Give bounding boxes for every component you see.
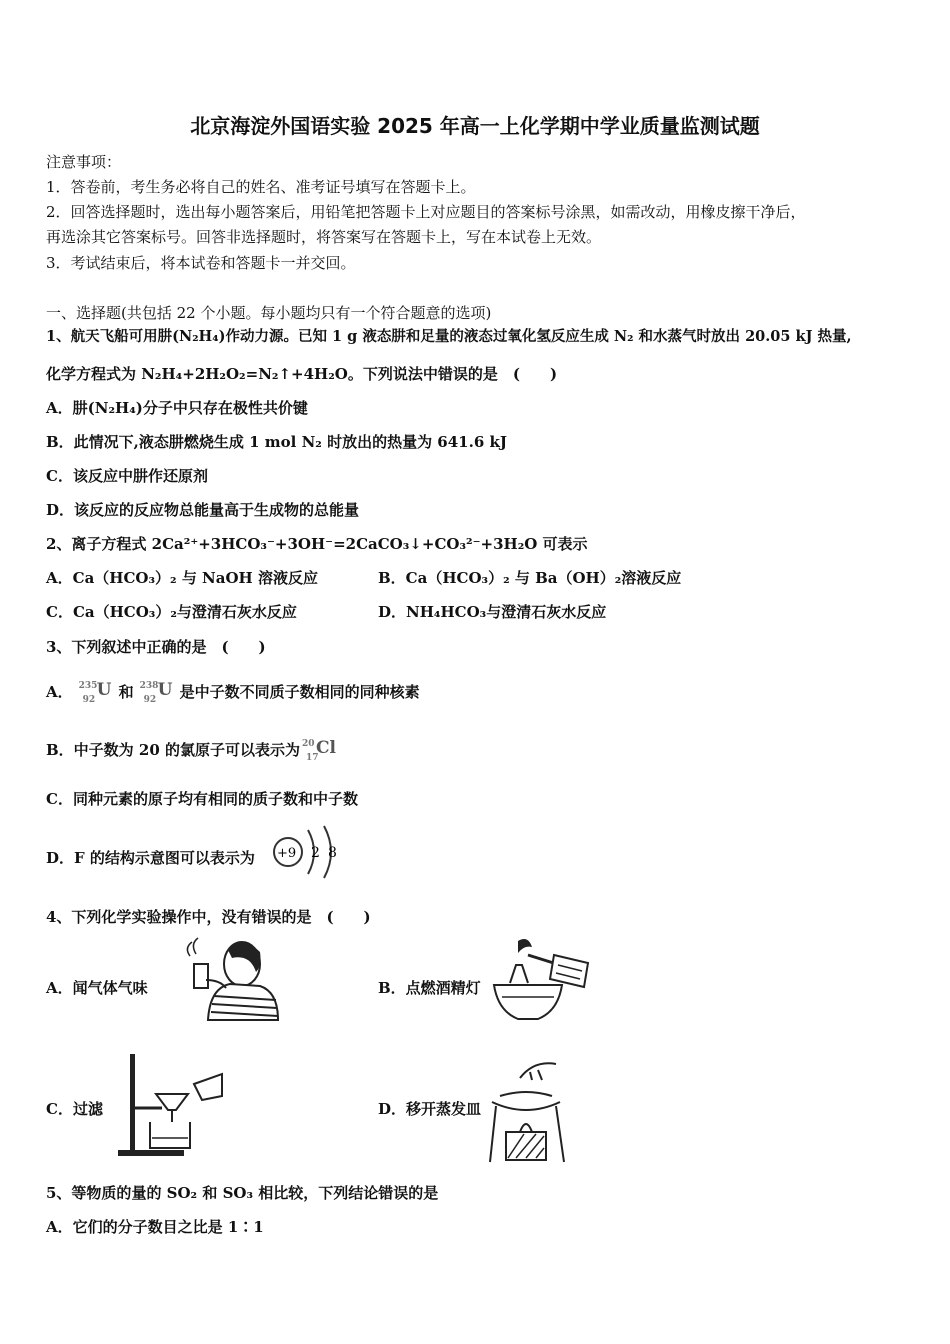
q3-stem: 3、下列叙述中正确的是 ( ) <box>46 638 266 656</box>
page-title: 北京海淀外国语实验 2025 年高一上化学期中学业质量监测试题 <box>190 114 760 138</box>
q3-option-b <box>46 740 342 762</box>
q3-a-prefix: A． <box>46 683 73 701</box>
shell-1-electrons: 2 <box>311 845 320 861</box>
q5-option-a: A．它们的分子数目之比是 1∶1 <box>46 1218 264 1236</box>
q1-option-d: D．该反应的反应物总能量高于生成物的总能量 <box>46 501 360 519</box>
q4-option-a: A．闻气体气味 <box>46 979 148 997</box>
isotope-cl37 <box>302 740 336 762</box>
atomic-number: 92 <box>82 695 96 705</box>
atomic-number: 92 <box>143 695 157 705</box>
q3-b-prefix: B．中子数为 20 的氯原子可以表示为 <box>46 741 300 759</box>
atomic-number: 17 <box>306 753 319 763</box>
q3-option-a <box>46 682 420 704</box>
q1-stem-line1: 1、航天飞船可用肼(N₂H₄)作动力源。已知 1 g 液态肼和足量的液态过氧化氢反应生成 N₂ 和水蒸气时放出 20.05 kJ 热量, <box>46 328 852 345</box>
q3-option-d: D．F 的结构示意图可以表示为 <box>46 849 255 867</box>
q4-option-c: C．过滤 <box>46 1100 103 1118</box>
q4-stem: 4、下列化学实验操作中，没有错误的是 ( ) <box>46 908 371 926</box>
q1-option-b: B．此情况下,液态肼燃烧生成 1 mol N₂ 时放出的热量为 641.6 kJ <box>46 433 507 451</box>
lighting-alcohol-lamp-illustration <box>488 935 600 1025</box>
mass-number: 20 <box>302 739 315 749</box>
notice-item: 3．考试结束后，将本试卷和答题卡一并交回。 <box>46 254 356 272</box>
smelling-gas-illustration <box>180 936 280 1022</box>
q2-option-c: C．Ca（HCO₃）₂与澄清石灰水反应 <box>46 603 297 621</box>
notice-item: 再选涂其它答案标号。回答非选择题时，将答案写在答题卡上，写在本试卷上无效。 <box>46 228 602 246</box>
nucleus-charge: +9 <box>277 846 297 861</box>
mass-number: 238 <box>139 681 159 691</box>
section-heading: 一、选择题(共包括 22 个小题。每小题均只有一个符合题意的选项) <box>46 304 492 322</box>
q1-option-a: A．肼(N₂H₄)分子中只存在极性共价键 <box>46 399 308 417</box>
notice-heading: 注意事项： <box>46 153 122 171</box>
element-symbol: Cl <box>316 738 336 758</box>
mass-number: 235 <box>78 681 98 691</box>
shell-2-electrons: 8 <box>328 845 337 861</box>
q1-stem-line2: 化学方程式为 N₂H₄+2H₂O₂=N₂↑+4H₂O。下列说法中错误的是 ( ) <box>46 365 558 383</box>
q4-option-b: B．点燃酒精灯 <box>378 979 481 997</box>
element-symbol: U <box>96 680 112 700</box>
q2-option-a: A．Ca（HCO₃）₂ 与 NaOH 溶液反应 <box>46 569 318 587</box>
fluorine-structure-diagram <box>270 822 350 882</box>
q3-a-mid: 和 <box>118 683 134 701</box>
q2-option-d: D．NH₄HCO₃与澄清石灰水反应 <box>378 603 607 621</box>
isotope-u235 <box>79 682 113 704</box>
notice-item: 1．答卷前，考生务必将自己的姓名、准考证号填写在答题卡上。 <box>46 178 476 196</box>
q5-stem: 5、等物质的量的 SO₂ 和 SO₃ 相比较，下列结论错误的是 <box>46 1184 439 1202</box>
isotope-u238 <box>140 682 174 704</box>
moving-evaporating-dish-illustration <box>486 1058 568 1164</box>
q3-option-c: C．同种元素的原子均有相同的质子数和中子数 <box>46 790 358 808</box>
q1-option-c: C．该反应中肼作还原剂 <box>46 467 208 485</box>
element-symbol: U <box>157 680 173 700</box>
notice-item: 2．回答选择题时，选出每小题答案后，用铅笔把答题卡上对应题目的答案标号涂黑，如需改动，用橡皮擦干净后， <box>46 203 806 221</box>
q2-stem: 2、离子方程式 2Ca²⁺+3HCO₃⁻+3OH⁻=2CaCO₃↓+CO₃²⁻+3H₂O 可表示 <box>46 535 588 553</box>
q4-option-d: D．移开蒸发皿 <box>378 1100 482 1118</box>
q3-a-suffix: 是中子数不同质子数相同的同种核素 <box>179 683 420 701</box>
filtration-illustration <box>110 1050 230 1160</box>
q2-option-b: B．Ca（HCO₃）₂ 与 Ba（OH）₂溶液反应 <box>378 569 682 587</box>
